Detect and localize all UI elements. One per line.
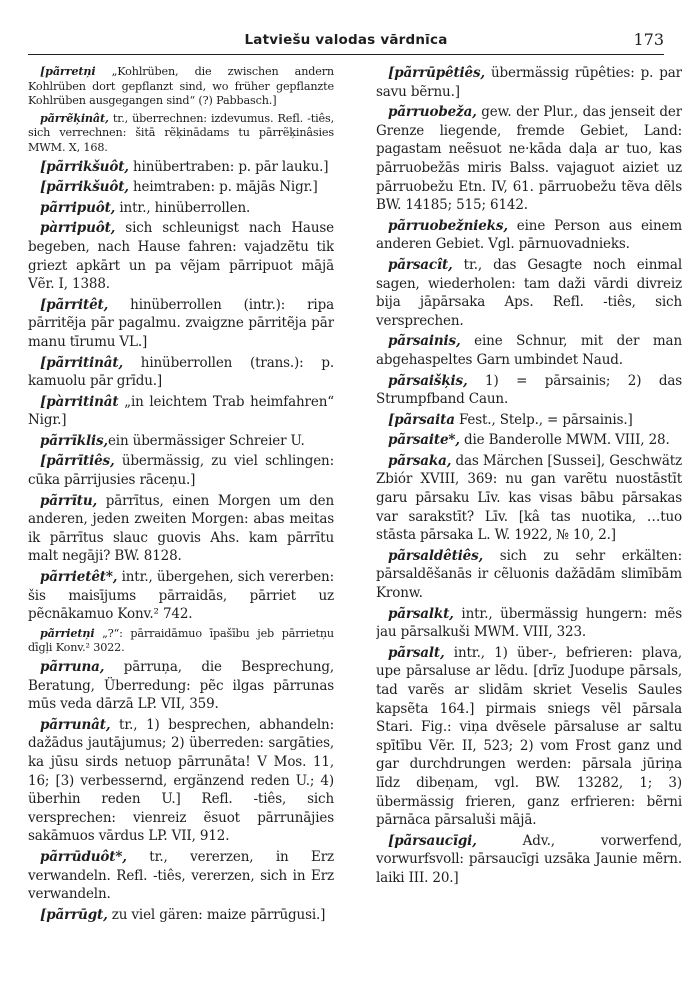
entry-definition: eine Person aus einem anderen Gebiet. Vgl. pārnuovadnieks. [376,217,682,253]
entry-headword: [pãrrikšuôt, [40,179,129,196]
entry-definition: pārruņa, die Besprechung, Beratung, Überredung: pẽc ilgas pārrunas mūs veda dārzā LP. VII, 359. [28,659,334,713]
entry-definition: 1) = pārsainis; 2) das Strumpfband Caun. [376,372,682,408]
dictionary-entry [28,393,334,430]
dictionary-entry [376,64,682,101]
entry-headword: pãrrunât, [40,716,111,733]
entry-definition: sich schleunigst nach Hause begeben, nach Hause fahren: vajadzẽtu tik griezt apkārt un pa vẽjam pārripuot mājā Vẽr. I, 1388. [28,220,334,293]
dictionary-entry [376,411,682,430]
dictionary-entry [28,626,334,656]
entry-headword: pãrripuôt, [40,199,116,216]
entry-headword: pãrrietêt*, [40,569,118,586]
entry-definition: Adv., vorwerfend, vorwurfsvoll: pārsaucīgi uzsāka Jaunie mẽrn. laiki III. 20.] [376,832,682,886]
right-column [376,64,682,984]
entry-headword: [pãrritinât, [40,354,123,371]
dictionary-entry [28,178,334,197]
entry-headword: pãrsalt, [388,644,445,661]
dictionary-entry [28,848,334,904]
entry-definition: intr., hinüberrollen. [115,199,251,216]
entry-definition: übermässig rūpêties: p. par savu bẽrnu.] [376,65,682,100]
entry-headword: pàrripuôt, [40,220,116,237]
page-header [28,28,664,55]
page-title: Latviešu valodas vārdnīca [244,32,448,48]
entry-definition: hinüberrollen (intr.): ripa pārritẽja pār pagalmu. zvaigzne pārritẽja pār manu tīrumu VL.] [28,296,334,350]
dictionary-entry [376,605,682,642]
entry-headword: [pãrrūgt, [40,906,108,923]
dictionary-entry [28,354,334,391]
page-number: 173 [633,30,664,49]
dictionary-entry [376,256,682,330]
entry-headword: [pãrsaita [388,411,455,428]
dictionary-entry [28,199,334,218]
entry-definition: tr., 1) besprechen, abhandeln: dažādus jautājumus; 2) überreden: sargāties, ka jūsu sirds netuop pārrunāta! V Mos. 11, 16; [3) verbessernd, ergänzend reden U.; 4) überhin reden U.] Refl. -tiês, sich versprechen: vienreiz ẽsuot pārrunājies sakāmuos vārdus LP. VII, 912. [28,716,334,845]
entry-headword: pãrsaišķis, [388,372,468,389]
entry-headword: pãrsaite*, [388,432,460,449]
entry-definition: tr., überrechnen: izdevumus. Refl. -tiês, sich verrechnen: šitā rẽķinādams tu pārrẽķinâsies MWM. X, 168. [28,111,334,154]
entry-definition: hinübertraben: p. pār lauku.] [128,158,329,175]
entry-headword: pãrrietņi [40,625,95,640]
entry-headword: pãrrīklis, [40,432,108,449]
dictionary-entry [28,658,334,714]
entry-headword: pãrruobeža, [388,104,477,121]
dictionary-entry [376,547,682,603]
dictionary-entry [28,158,334,177]
entry-definition: sich zu sehr erkälten: pārsaldẽšanās ir cẽluonis dažādām slimībām Kronw. [376,547,682,602]
entry-definition: Fest., Stelp., = pārsainis.] [454,411,633,428]
entry-definition: intr., 1) über-, befrieren: plava, upe pārsaluse ar lẽdu. [drīz Juodupe pārsals, tad varẽs ar slidām skriet Veselis Saules kapsẽta 164.] pirmais sniegs vẽl pārsala Stari. Fig.: viņa dvẽsele pārsaluse ar saltu spītību Vẽr. II, 523; 2) vom Frost ganz und gar durchdrungen werden: pārsala jūriņa līdz dibeņam, vgl. BW. 13282, 1; 3) übermässig frieren, ganz erfrieren: bẽrni pārnāca pārsaluši mājā. [376,644,682,829]
entry-headword: [pãrritêt, [40,296,109,313]
dictionary-entry [376,452,682,545]
entry-definition: die Banderolle MWM. VIII, 28. [459,432,670,449]
dictionary-entry [376,832,682,888]
dictionary-entry [376,372,682,409]
entry-definition: intr., übergehen, sich vererben: šis maisījums pārraidās, pārriet uz pẽcnākamuo Konv.² 742. [28,569,334,623]
dictionary-entry [28,111,334,156]
dictionary-entry [28,296,334,352]
entry-headword: pãrsaka, [388,452,452,469]
dictionary-entry [28,492,334,566]
entry-definition: „in leichtem Trab heimfahren“ Nigr.] [28,393,334,429]
entry-definition: „?“: pārraidāmuo īpašību jeb pārrietņu dīgļi Konv.² 3022. [28,626,334,655]
entry-definition: heimtraben: p. mājās Nigr.] [128,179,318,196]
entry-definition: übermässig, zu viel schlingen: cūka pārrijusies rāceņu.] [28,453,334,489]
entry-definition: tr., das Gesagte noch einmal sagen, wiederholen: tam daži vārdi divreiz bija jāpārsaka Aps. Refl. -tiês, sich versprechen. [376,256,682,329]
dictionary-entry [376,217,682,254]
dictionary-entry [28,64,334,109]
dictionary-entry [28,432,334,451]
entry-definition: ein übermässiger Schreier U. [107,432,305,449]
entry-headword: pãrruobežnieks, [388,217,508,234]
entry-headword: [pãrsaucīgi, [388,832,477,849]
entry-headword: pãrrūduôt*, [40,848,127,865]
dictionary-entry [376,332,682,369]
left-column [28,64,334,984]
entry-headword: pãrsaldêtiês, [388,547,484,564]
entry-headword: [pãrretņi [40,64,96,78]
entry-definition: „Kohlrüben, die zwischen andern Kohlrüben dort gepflanzt sind, wo früher gepflanzte Kohlrüben ausgegangen sind“ (?) Pabbasch.] [28,65,334,108]
dictionary-entry [28,906,334,925]
dictionary-entry [28,219,334,293]
entry-definition: tr., vererzen, in Erz verwandeln. Refl. -tiês, vererzen, sich in Erz verwandeln. [28,848,334,903]
entry-definition: das Märchen [Sussei], Geschwätz Zbiór XVIII, 369: nu gan varẽtu nuostāstīt garu pārsaku Līv. kas visas bābu pārsakas var sarakstīt? Līv. [kâ tas nuotika, …tuo stāsta pārsaka L. W. 1922, № 10, 2.] [376,452,682,544]
entry-headword: pãrsacît, [388,256,453,273]
entry-definition: hinüberrollen (trans.): p. kamuolu pār grīdu.] [28,354,334,390]
entry-headword: pãrrītu, [40,492,98,509]
dictionary-entry [376,644,682,830]
entry-definition: eine Schnur, mit der man abgehaspeltes Garn umbindet Naud. [376,333,682,368]
entry-headword: [pãrrītiês, [40,453,115,470]
entry-headword: pãrsalkt, [388,605,454,622]
dictionary-entry [376,103,682,215]
dictionary-entry [28,568,334,624]
entry-headword: [pãrrūpêtiês, [388,65,485,81]
dictionary-entry [28,716,334,846]
entry-headword: pãrruna, [40,659,105,675]
dictionary-entry [28,452,334,489]
entry-definition: pārrītus, einen Morgen um den anderen, jeden zweiten Morgen: abas meitas ik pārrītus slauc guovis Ahs. kam pārrītu malt negāji? BW. 8128. [28,492,334,565]
entry-headword: pãrrẽķinât, [40,110,109,125]
entry-headword: [pãrrikšuôt, [40,158,129,175]
entry-headword: pãrsainis, [388,333,461,350]
entry-headword: [pàrritinât [40,393,119,410]
entry-definition: intr., übermässig hungern: mẽs jau pārsalkuši MWM. VIII, 323. [376,605,682,641]
entry-definition: zu viel gären: maize pārrūgusi.] [107,906,326,923]
entry-definition: gew. der Plur., das jenseit der Grenze liegende, fremde Gebiet, Land: pagastam neẽsuot ne·kāda daļa ar tuo, kas pārruobežās miris Balss. vajaguot aiziet uz pārruobežu Etn. IV, 61. pārruobežu tẽva dẽls BW. 14185; 515; 6142. [376,104,682,214]
dictionary-entry [376,431,682,450]
